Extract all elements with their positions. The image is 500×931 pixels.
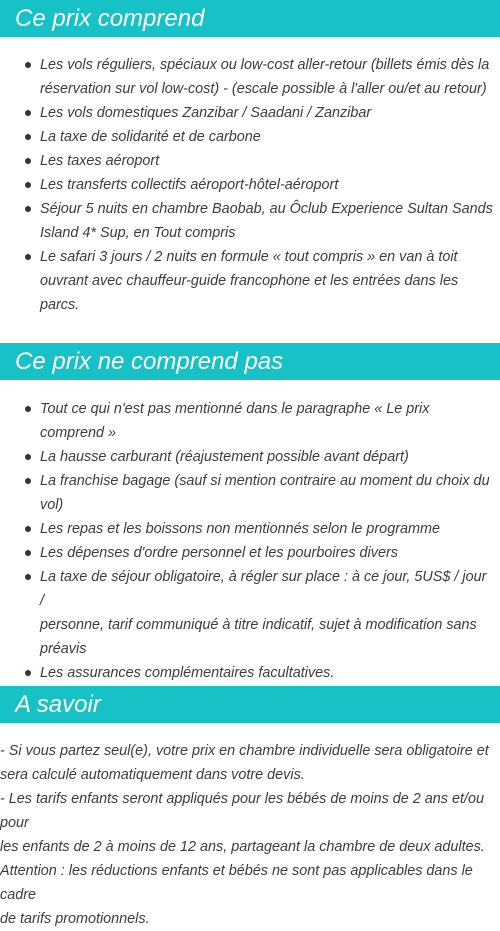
list-item [0, 101, 500, 125]
bullet-icon [25, 454, 31, 460]
section-title-included: Ce prix comprend [0, 0, 500, 37]
list-item-text: La taxe de solidarité et de carbone [40, 129, 261, 145]
section-title-info: A savoir [0, 686, 500, 723]
list-item [0, 149, 500, 173]
list-item [0, 173, 500, 197]
list-item [0, 53, 500, 101]
list-item [0, 661, 500, 685]
list-item-text: La taxe de séjour obligatoire, à régler sur place : à ce jour, 5US$ / jour / personne, tarif communiqué à titre indicatif, sujet à modification sans préavis [40, 569, 487, 657]
info-paragraph: - Si vous partez seul(e), votre prix en chambre individuelle sera obligatoire et sera calculé automatiquement dans votre devis. [0, 743, 489, 783]
list-item [0, 125, 500, 149]
info-paragraph: - Les tarifs enfants seront appliqués pour les bébés de moins de 2 ans et/ou pour les enfants de 2 à moins de 12 ans, partageant la chambre de deux adultes. [0, 791, 485, 855]
bullet-icon [25, 182, 31, 188]
bullet-icon [25, 406, 31, 412]
bullet-icon [25, 670, 31, 676]
list-item [0, 541, 500, 565]
list-item-text: Les vols réguliers, spéciaux ou low-cost aller-retour (billets émis dès la réservation sur vol low-cost) - (escale possible à l'aller ou/et au retour) [40, 57, 490, 97]
list-item [0, 197, 500, 245]
list-item-text: La hausse carburant (réajustement possible avant départ) [40, 449, 409, 465]
section-title-not-included: Ce prix ne comprend pas [0, 343, 500, 380]
list-item [0, 565, 500, 661]
not-included-list [0, 397, 500, 685]
bullet-icon [25, 158, 31, 164]
included-list [0, 53, 500, 317]
bullet-icon [25, 574, 31, 580]
list-item [0, 517, 500, 541]
list-item-text: Les transferts collectifs aéroport-hôtel-aéroport [40, 177, 339, 193]
list-item [0, 469, 500, 517]
list-item-text: Les dépenses d'ordre personnel et les pourboires divers [40, 545, 398, 561]
info-paragraph: Attention : les réductions enfants et bébés ne sont pas applicables dans le cadre de tarifs promotionnels. [0, 863, 473, 927]
list-item-text: Le safari 3 jours / 2 nuits en formule « tout compris » en van à toit ouvrant avec chauffeur-guide francophone et les entrées dans les parcs. [40, 249, 459, 313]
bullet-icon [25, 478, 31, 484]
bullet-icon [25, 526, 31, 532]
list-item-text: Les vols domestiques Zanzibar / Saadani / Zanzibar [40, 105, 372, 121]
list-item-text: Tout ce qui n'est pas mentionné dans le paragraphe « Le prix comprend » [40, 401, 430, 441]
bullet-icon [25, 62, 31, 68]
bullet-icon [25, 110, 31, 116]
list-item-text: Les assurances complémentaires facultatives. [40, 665, 335, 681]
list-item-text: Les taxes aéroport [40, 153, 160, 169]
list-item [0, 245, 500, 317]
list-item-text: Les repas et les boissons non mentionnés selon le programme [40, 521, 440, 537]
list-item [0, 397, 500, 445]
list-item-text: Séjour 5 nuits en chambre Baobab, au Ôclub Experience Sultan Sands Island 4* Sup, en Tout compris [40, 201, 493, 241]
bullet-icon [25, 254, 31, 260]
bullet-icon [25, 550, 31, 556]
bullet-icon [25, 206, 31, 212]
info-text [0, 739, 500, 931]
list-item [0, 445, 500, 469]
list-item-text: La franchise bagage (sauf si mention contraire au moment du choix du vol) [40, 473, 490, 513]
bullet-icon [25, 134, 31, 140]
